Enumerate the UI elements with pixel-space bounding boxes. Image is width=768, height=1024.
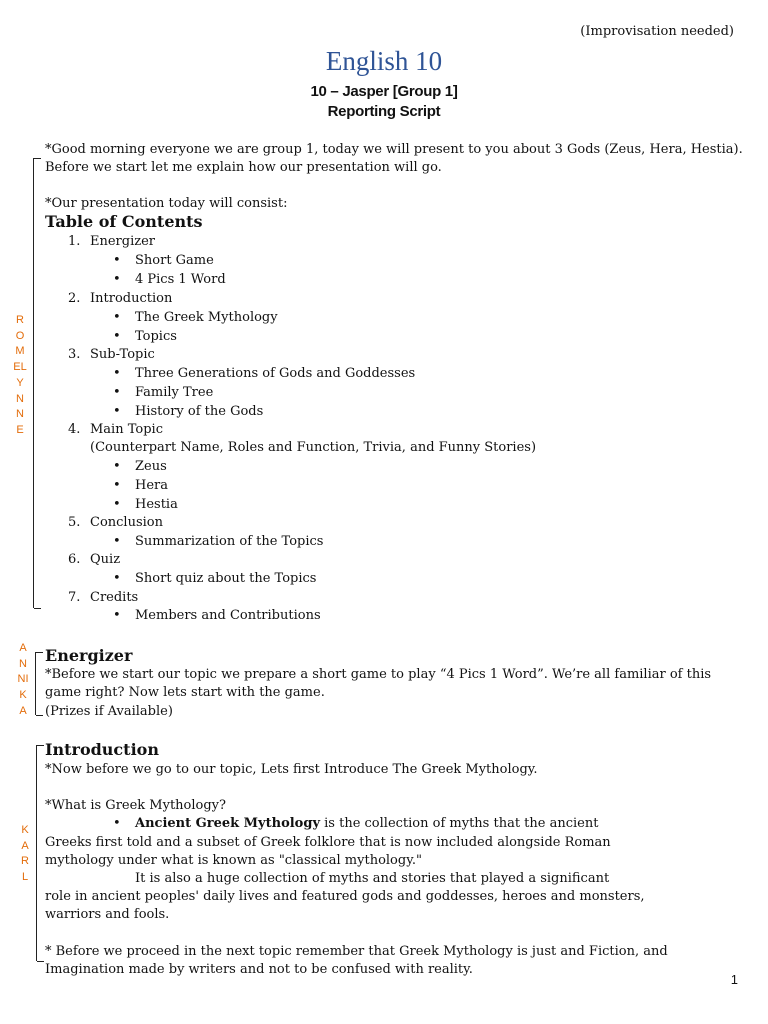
bold-term: Ancient Greek Mythology [135, 816, 320, 831]
document-title: English 10 [325, 46, 443, 76]
toc-item-main-topic: Main Topic [90, 422, 163, 437]
toc-item-main-topic-note: (Counterpart Name, Roles and Function, Trivia, and Funny Stories) [90, 440, 537, 455]
energizer-line-1: *Before we start our topic we prepare a short game to play “4 Pics 1 Word”. We’re all familiar of this [45, 667, 712, 682]
page-number: 1 [730, 972, 738, 987]
introduction-line-1: *Now before we go to our topic, Lets first Introduce The Greek Mythology. [45, 762, 538, 777]
speaker-bracket-annika [35, 652, 36, 715]
toc-item-number: 6. [68, 552, 81, 567]
toc-bullet: • Family Tree [135, 385, 213, 400]
energizer-heading: Energizer [45, 646, 133, 665]
introduction-line-6: It is also a huge collection of myths and stories that played a significant [135, 871, 610, 886]
introduction-line-7: role in ancient peoples' daily lives and featured gods and goddesses, heroes and monsters, [45, 889, 645, 904]
introduction-line-4: Greeks first told and a subset of Greek folklore that is now included alongside Roman [45, 835, 611, 850]
toc-bullet: • 4 Pics 1 Word [135, 272, 226, 287]
toc-item-subtopic: Sub-Topic [90, 347, 155, 362]
toc-item-number: 7. [68, 590, 81, 605]
toc-bullet: • Short Game [135, 253, 214, 268]
document-subtitle-script: Reporting Script [327, 103, 441, 120]
speaker-bracket-karl [36, 745, 37, 961]
toc-bullet: • The Greek Mythology [135, 310, 278, 325]
introduction-line-2: *What is Greek Mythology? [45, 798, 226, 813]
toc-item-credits: Credits [90, 590, 139, 605]
energizer-line-3: (Prizes if Available) [45, 704, 173, 719]
toc-bullet: • Members and Contributions [135, 608, 321, 623]
toc-bullet: • Short quiz about the Topics [135, 571, 316, 586]
introduction-line-8: warriors and fools. [45, 907, 170, 922]
toc-heading: Table of Contents [45, 212, 203, 231]
toc-item-number: 3. [68, 347, 81, 362]
toc-item-introduction: Introduction [90, 291, 173, 306]
toc-item-number: 2. [68, 291, 81, 306]
toc-bullet: • Three Generations of Gods and Goddesses [135, 366, 415, 381]
intro-line-2: Before we start let me explain how our presentation will go. [45, 160, 442, 175]
speaker-label-annika: ANNIKA [17, 642, 29, 717]
toc-bullet: • Hera [135, 478, 168, 493]
introduction-line-9: * Before we proceed in the next topic remember that Greek Mythology is just and Fiction, and [45, 944, 668, 959]
definition-rest: is the collection of myths that the ancient [320, 816, 599, 831]
toc-bullet: • History of the Gods [135, 404, 263, 419]
introduction-heading: Introduction [45, 740, 159, 759]
toc-item-number: 5. [68, 515, 81, 530]
improvisation-note: (Improvisation needed) [580, 24, 734, 39]
speaker-bracket-romelynne [33, 158, 34, 608]
toc-item-conclusion: Conclusion [90, 515, 163, 530]
intro-line-3: *Our presentation today will consist: [45, 196, 288, 211]
introduction-line-5: mythology under what is known as "classical mythology." [45, 853, 422, 868]
speaker-label-karl: KARL [21, 824, 29, 884]
energizer-line-2: game right? Now lets start with the game. [45, 685, 325, 700]
introduction-definition [135, 816, 598, 831]
toc-bullet: • Topics [135, 329, 177, 344]
toc-bullet: • Hestia [135, 497, 178, 512]
intro-line-1: *Good morning everyone we are group 1, today we will present to you about 3 Gods (Zeus, Hera, Hestia). [45, 142, 743, 157]
toc-bullet: • Summarization of the Topics [135, 534, 323, 549]
toc-bullet: • Zeus [135, 459, 167, 474]
toc-item-energizer: Energizer [90, 234, 156, 249]
introduction-line-10: Imagination made by writers and not to be confused with reality. [45, 962, 473, 977]
toc-item-quiz: Quiz [90, 552, 121, 567]
toc-item-number: 1. [68, 234, 81, 249]
document-subtitle-class: 10 – Jasper [Group 1] [310, 83, 458, 100]
toc-item-number: 4. [68, 422, 81, 437]
speaker-label-romelynne: ROMELYNNE [13, 314, 27, 436]
